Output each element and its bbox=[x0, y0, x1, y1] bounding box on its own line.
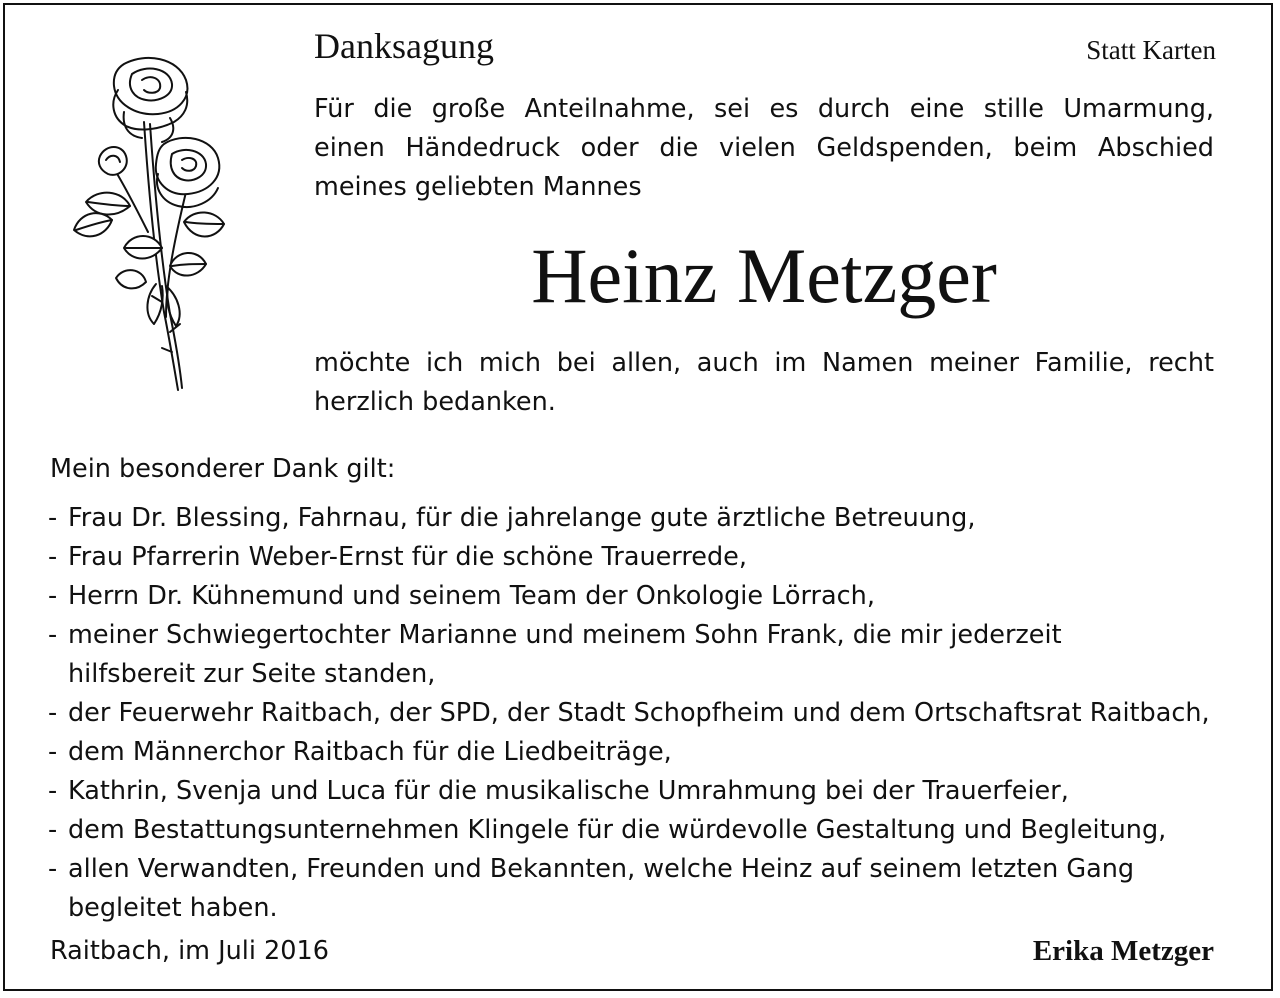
thanks-heading: Mein besonderer Dank gilt: bbox=[50, 454, 396, 484]
list-item bbox=[48, 694, 1258, 733]
list-item-text: Frau Pfarrerin Weber-Ernst für die schöne Trauerrede, bbox=[68, 542, 747, 572]
list-item-text: Herrn Dr. Kühnemund und seinem Team der Onkologie Lörrach, bbox=[68, 581, 875, 611]
signer-name: Erika Metzger bbox=[1032, 935, 1214, 967]
list-item bbox=[48, 616, 1258, 694]
list-item-text: Kathrin, Svenja und Luca für die musikalische Umrahmung bei der Trauerfeier, bbox=[68, 776, 1069, 806]
list-item-text: dem Bestattungsunternehmen Klingele für die würdevolle Gestaltung und Begleitung, bbox=[68, 815, 1167, 845]
place-date: Raitbach, im Juli 2016 bbox=[50, 936, 329, 966]
intro-paragraph bbox=[314, 90, 1214, 207]
list-item bbox=[48, 733, 1258, 772]
rose-bouquet-icon bbox=[66, 52, 236, 397]
list-item-text: dem Männerchor Raitbach für die Liedbeiträge, bbox=[68, 737, 672, 767]
closing-line: herzlich bedanken. bbox=[314, 387, 556, 417]
thanks-list bbox=[48, 499, 1258, 928]
list-item-text: Frau Dr. Blessing, Fahrnau, für die jahrelange gute ärztliche Betreuung, bbox=[68, 503, 976, 533]
notice-title: Danksagung bbox=[314, 26, 494, 66]
list-item-text-continued: hilfsbereit zur Seite standen, bbox=[68, 659, 436, 689]
list-item bbox=[48, 811, 1258, 850]
list-bullet: - bbox=[48, 620, 58, 650]
list-item-text: der Feuerwehr Raitbach, der SPD, der Stadt Schopfheim und dem Ortschaftsrat Raitbach, bbox=[68, 698, 1210, 728]
deceased-name: Heinz Metzger bbox=[531, 232, 997, 319]
list-item-text-continued: begleitet haben. bbox=[68, 893, 278, 923]
list-bullet: - bbox=[48, 503, 58, 533]
intro-line: einen Händedruck oder die vielen Geldspenden, beim Abschied bbox=[314, 133, 1214, 163]
list-item bbox=[48, 772, 1258, 811]
list-bullet: - bbox=[48, 698, 58, 728]
list-item bbox=[48, 499, 1258, 538]
list-item-text: allen Verwandten, Freunden und Bekannten, welche Heinz auf seinem letzten Gang bbox=[68, 854, 1135, 884]
list-bullet: - bbox=[48, 854, 58, 884]
closing-line: möchte ich mich bei allen, auch im Namen meiner Familie, recht bbox=[314, 348, 1214, 378]
list-bullet: - bbox=[48, 815, 58, 845]
intro-line: meines geliebten Mannes bbox=[314, 172, 642, 202]
statt-karten-note: Statt Karten bbox=[1086, 35, 1216, 65]
list-item bbox=[48, 538, 1258, 577]
list-item bbox=[48, 577, 1258, 616]
intro-line: Für die große Anteilnahme, sei es durch eine stille Umarmung, bbox=[314, 94, 1214, 124]
list-item-text: meiner Schwiegertochter Marianne und meinem Sohn Frank, die mir jederzeit bbox=[68, 620, 1062, 650]
list-item bbox=[48, 850, 1258, 928]
list-bullet: - bbox=[48, 581, 58, 611]
list-bullet: - bbox=[48, 737, 58, 767]
list-bullet: - bbox=[48, 776, 58, 806]
list-bullet: - bbox=[48, 542, 58, 572]
closing-paragraph bbox=[314, 344, 1214, 422]
